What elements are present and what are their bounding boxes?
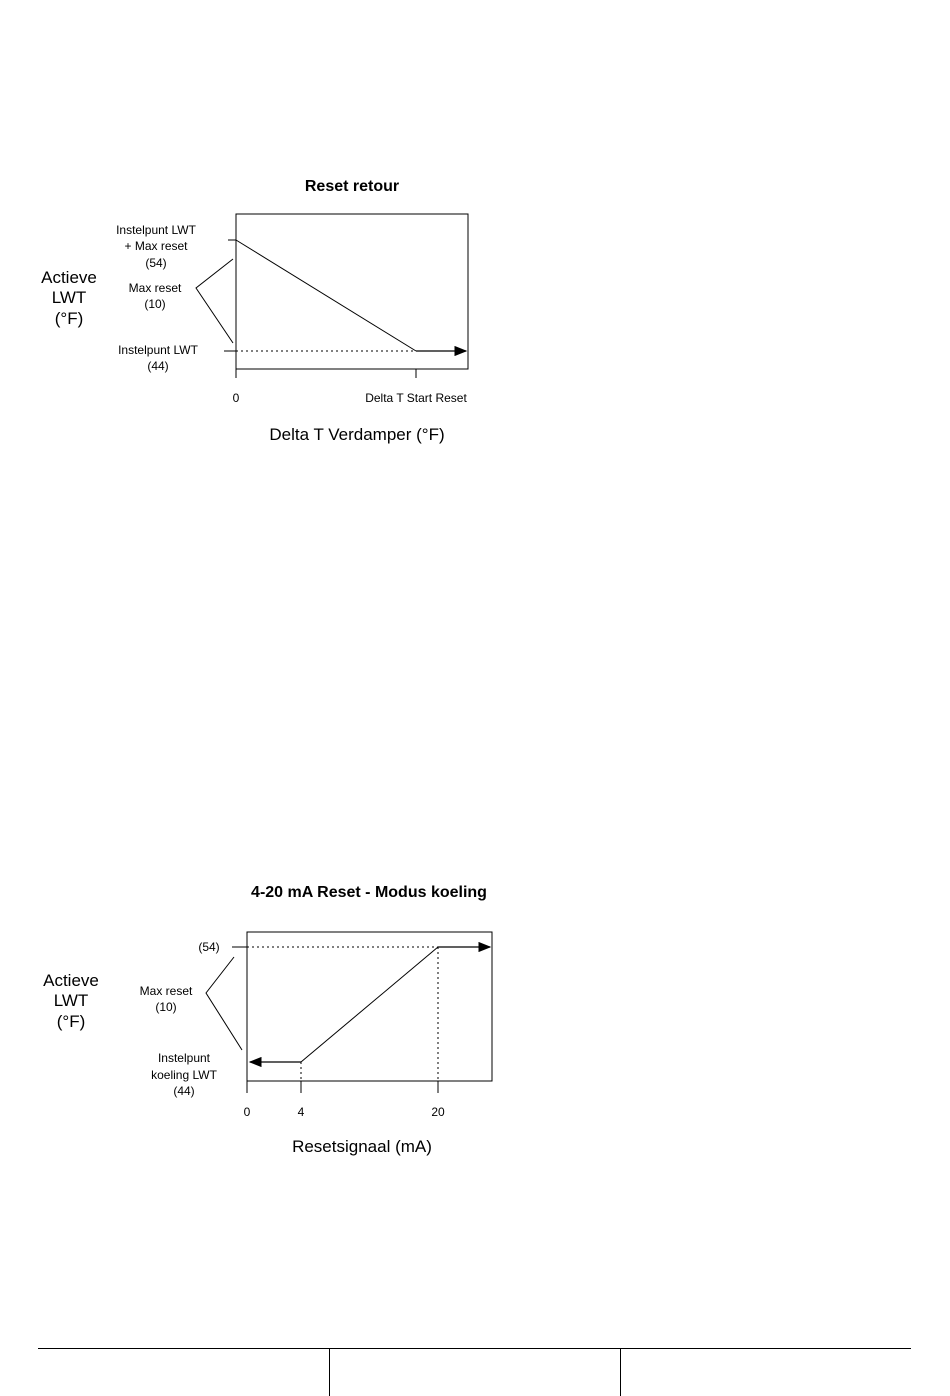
- chart1-max-reset-bracket: [196, 259, 233, 343]
- chart2-ann-top-1: (54): [198, 940, 220, 954]
- chart1-title: Reset retour: [304, 178, 400, 195]
- chart1-ann-top-1: Instelpunt LWT: [116, 223, 196, 237]
- chart2-ann-mid-2: (10): [155, 1000, 177, 1014]
- chart1-xtick-label-0: 0: [232, 391, 240, 405]
- chart2-xtick-label-4: 4: [297, 1105, 305, 1119]
- chart1-ann-bot-2: (44): [147, 359, 169, 373]
- chart1-ann-mid-1: Max reset: [128, 281, 182, 295]
- chart2-reset-slope: [301, 947, 438, 1062]
- chart1-ylabel-line3: (°F): [54, 309, 84, 328]
- chart1-reset-slope: [236, 240, 416, 351]
- chart2-ylabel-line2: LWT: [53, 991, 89, 1010]
- footer-divider-2: [620, 1348, 621, 1396]
- chart2-xtick-label-0: 0: [243, 1105, 251, 1119]
- chart1-xtick-label-start: Delta T Start Reset: [365, 391, 467, 405]
- chart1-ann-mid-2: (10): [144, 297, 166, 311]
- chart2-ann-mid-1: Max reset: [139, 984, 193, 998]
- chart2-ylabel-line3: (°F): [56, 1012, 86, 1031]
- chart1-plot-frame: [236, 214, 468, 369]
- chart1-ann-top-3: (54): [145, 256, 167, 270]
- chart2-ann-bot-2: koeling LWT: [151, 1068, 217, 1082]
- chart1-ann-bot-1: Instelpunt LWT: [118, 343, 198, 357]
- chart-reset-retour: [0, 0, 950, 470]
- chart2-ann-bot-3: (44): [173, 1084, 195, 1098]
- chart-4-20ma-reset: [0, 860, 950, 1180]
- chart2-xtick-label-20: 20: [431, 1105, 445, 1119]
- chart1-xlabel: Delta T Verdamper (°F): [269, 425, 445, 444]
- footer-divider-1: [329, 1348, 330, 1396]
- chart1-ylabel-line1: Actieve: [41, 268, 97, 287]
- chart2-plot-frame: [247, 932, 492, 1081]
- chart1-ylabel-line2: LWT: [51, 288, 87, 307]
- chart1-ann-top-2: + Max reset: [124, 239, 188, 253]
- chart2-xlabel: Resetsignaal (mA): [292, 1137, 432, 1156]
- chart2-max-reset-bracket: [206, 957, 242, 1050]
- chart2-ann-bot-1: Instelpunt: [157, 1051, 211, 1065]
- chart2-ylabel-line1: Actieve: [43, 971, 99, 990]
- footer-rule: [38, 1348, 911, 1349]
- chart2-title: 4-20 mA Reset - Modus koeling: [251, 884, 487, 901]
